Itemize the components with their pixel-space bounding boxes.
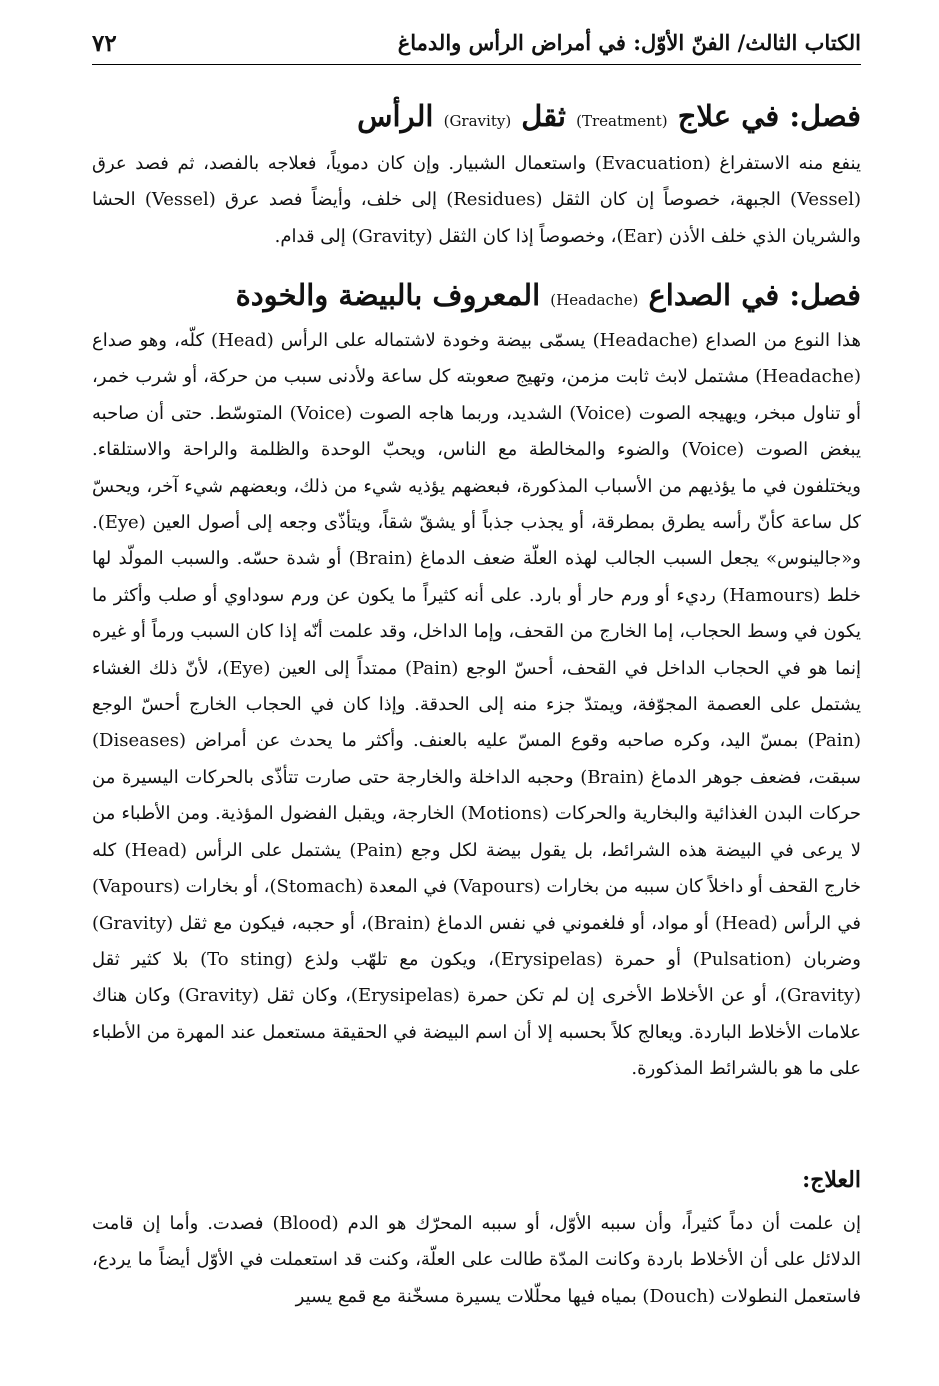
- heading-text: فصل: في علاج: [677, 99, 861, 133]
- treatment-heading: العلاج:: [802, 1167, 861, 1193]
- paragraph-headache-description: هذا النوع من الصداع (Headache) يسمّى بيضة وخودة لاشتماله على الرأس (Head) كلّه، وهو صداع (Headache) مشتمل لابث ثابت مزمن، وتهيج صعوبته كل ساعة ولأدنى سبب من حركة، أو شرب خمر، أو تناول مبخر، ويهيجه الصوت (Voice) الشديد، وربما هاجه الصوت (Voice) المتوسّط. حتى أن صاحبه يبغض الصوت (Voice) والضوء والمخالطة مع الناس، ويحبّ الوحدة والظلمة والراحة والاستلقاء. ويختلفون في ما يؤذيهم من الأسباب المذكورة، فبعضهم يؤذيه شيء من ذلك، وبعضهم شيء آخر، ويحسّ كل ساعة كأنّ رأسه يطرق بمطرقة، أو يجذب جذباً أو يشقّ شقاً، ويتأذّى وجعه إلى أصول العين (Eye). و«جالينوس» يجعل السبب الجالب لهذه العلّة ضعف الدماغ (Brain) أو شدة حسّه. والسبب المولّد لها خلط (Hamours) رديء أو ورم حار أو بارد. على أنه كثيراً ما يكون عن ورم سوداوي أو صلب وأكثر ما يكون في وسط الحجاب، إما الخارج من القحف، وإما الداخل، وقد علمت أنّه إذا كان السبب ورماً أو غيره إنما هو في الحجاب الداخل في القحف، أحسّ الوجع (Pain) ممتداً إلى العين (Eye)، لأنّ ذلك الغشاء يشتمل على العصمة المجوّفة، ويمتدّ جزء منه إلى الحدقة. وإذا كان في الحجاب الخارج أحسّ الوجع (Pain) بمسّ اليد، وكره صاحبه وقوع المسّ عليه بالعنف. وأكثر ما يحدث عن أمراض (Diseases) سبقت، فضعف جوهر الدماغ (Brain) وحجبه الداخلة والخارجة حتى صارت تتأذّى بالحركات اليسيرة من حركات البدن الغذائية والبخارية والحركات (Motions) الخارجة، ويقبل الفضول المؤذية. ومن الأطباء من لا يرعى في البيضة هذه الشرائط، بل يقول بيضة لكل وجع (Pain) يشتمل على الرأس (Head) كله خارج القحف أو داخلاً كان سببه من بخارات (Vapours) في المعدة (Stomach)، أو بخارات (Vapours) في الرأس (Head) أو مواد، أو فلغموني في نفس الدماغ (Brain)، أو حجبه، فيكون مع ثقل (Gravity) وضربان (Pulsation) أو حمرة (Erysipelas)، ويكون مع تلهّب ولذع (To sting) بلا كثير ثقل (Gravity)، أو عن الأخلاط الأخرى إن لم تكن حمرة (Erysipelas)، وكان ثقل (Gravity) وكان هناك علامات الأخلاط الباردة. ويعالج كلاً بحسبه إلا أن اسم البيضة في الحقيقة مستعمل عند المهرة من الأطباء على ما هو بالشرائط المذكورة.: [92, 330, 862, 1080]
- heading-text: الرأس: [357, 99, 434, 133]
- running-head: الكتاب الثالث/ الفنّ الأوّل: في أمراض الرأس والدماغ: [397, 30, 861, 55]
- heading-text: فصل: في الصداع: [648, 278, 861, 312]
- paragraph-gravity-treatment: ينفع منه الاستفراغ (Evacuation) واستعمال الشبيار. وإن كان دموياً، فعلاجه بالفصد، ثم فصد عرق (Vessel) الجبهة، خصوصاً إن كان الثقل (Residues) إلى خلف، وأيضاً فصد عرق (Vessel) الحشا والشريان الذي خلف الأذن (Ear)، وخصوصاً إذا كان الثقل (Gravity) إلى قدام.: [92, 153, 861, 247]
- section-heading-gravity: [92, 96, 861, 141]
- paragraph-treatment: إن علمت أن دماً كثيراً، وأن سببه الأوّل، أو سببه المحرّك هو الدم (Blood) فصدت. وأما إن قامت الدلائل على أن الأخلاط باردة وكانت المدّة طالت على العلّة، وكنت قد استعملت في الأوّل أيضاً ما يردع، فاستعمل النطولات (Douch) بمياه فيها محلّلات يسيرة مسخّنة مع قمع يسير: [92, 1213, 861, 1307]
- heading-text: المعروف بالبيضة والخودة: [235, 278, 541, 312]
- heading-text: ثقل: [521, 99, 567, 133]
- heading-english-term: (Gravity): [443, 112, 512, 130]
- heading-english-term: (Headache): [550, 291, 639, 309]
- page-number: ٧٢: [92, 30, 117, 57]
- heading-english-term: (Treatment): [576, 112, 668, 130]
- page-header: [92, 24, 861, 65]
- section-heading-headache: [92, 275, 861, 320]
